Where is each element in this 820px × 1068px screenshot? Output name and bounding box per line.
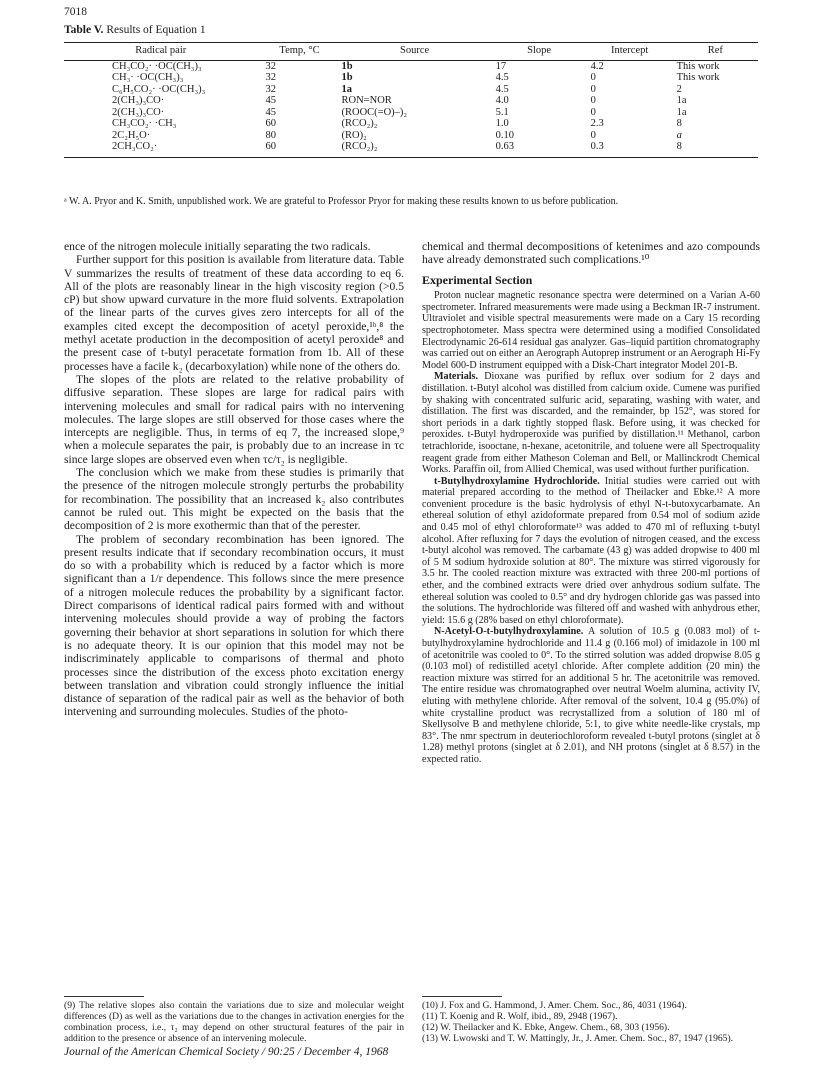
cell-temp: 45 <box>265 106 277 118</box>
table-row <box>64 72 758 84</box>
table-caption <box>64 24 206 36</box>
footnote-divider <box>64 996 144 997</box>
header-ref: Ref <box>673 43 758 61</box>
table-row <box>64 141 758 157</box>
table-row <box>64 84 758 96</box>
footnote: (13) W. Lwowski and T. W. Mattingly, Jr., J. Amer. Chem. Soc., 87, 1947 (1965). <box>422 1033 734 1044</box>
section-heading: Experimental Section <box>422 272 533 287</box>
body-paragraph: The problem of secondary recombination has been ignored. The present results indicate that if secondary recombination occurs, it must do so with a probability which is reduced by a factor which is more significant than a 1/r dependence. This follows since the mere presence of a nitrogen molecule reduces the probability by a significant factor. Direct comparisons of identical radical pairs formed with and without intervening molecules should provide a way of probing the factors governing their behavior at short separations in solution for which there is no adequate theory. It is our opinion that this model may not be indiscriminately applicable to comparisons of thermal and photo processes since the distribution of the excess photo excitation energy between translation and vibration could strongly influence the initial distance of separation of the radical pair as well as the behavior of both intervening and surrounding molecules. Studies of the photo- <box>64 532 404 719</box>
paragraph-text: Proton nuclear magnetic resonance spectra were determined on a Varian A-60 spectrometer. Infrared measurements were made using a Beckman IR-7 instrument. Ultraviolet and visible spectral measurements were made on a Cary 15 recording spectrophotometer. Mass spectra were determined using a modified Consolidated Electrodynamic 26-614 residual gas analyzer. Gas–liquid partition chromatography was carried out on either an Aerograph Autoprep instrument or an Aerograph Hi-Fy Model 600-D instrument equipped with a Disk-Chart integrator Model 201-B. <box>422 290 760 371</box>
table-row <box>64 130 758 142</box>
cell-radical-pair: CH₃· ·OC(CH₃)₃ <box>112 72 184 83</box>
cell-intercept: 0.3 <box>587 141 673 157</box>
cell-intercept: 4.2 <box>590 60 604 72</box>
footnotes-left <box>64 1000 404 1044</box>
table-title: Results of Equation 1 <box>106 24 206 36</box>
body-paragraph: ence of the nitrogen molecule initially separating the two radicals. <box>64 240 371 253</box>
table-header-row <box>64 43 758 61</box>
run-in-heading: t-Butylhydroxylamine Hydrochloride. <box>434 475 600 487</box>
cell-slope: 0.10 <box>495 129 515 141</box>
header-radical-pair: Radical pair <box>64 43 262 61</box>
body-paragraph: Further support for this position is available from literature data. Table V summarizes the results of treatment of these data according to eq 6. All of the plots are reasonably linear in the high viscosity region (>0.5 cP) but show upward curvature in the more fluid solvents. Extrapolation of the linear parts of the curves gives zero intercepts for all of the examples cited except the decomposition of acetyl peroxide,¹ᵇ,⁸ the methyl acetate production in the decomposition of acetyl peroxide⁸ and the present case of t-butyl peracetate formation from 1b. All of these processes have a facile k₂ (decarboxylation) while none of the others do. <box>64 253 404 373</box>
table-row <box>64 118 758 130</box>
cell-slope: 1.0 <box>495 118 509 129</box>
cell-radical-pair: 2(CH₃)₃CO· <box>112 106 165 118</box>
cell-intercept: 0 <box>590 83 596 95</box>
cell-temp: 60 <box>265 118 277 129</box>
footnote-divider <box>422 996 502 997</box>
right-column <box>422 240 760 766</box>
footnote: (12) W. Theilacker and K. Ebke, Angew. Chem., 68, 303 (1956). <box>422 1022 670 1033</box>
table-row <box>64 107 758 119</box>
header-source: Source <box>338 43 492 61</box>
cell-intercept: 0 <box>590 106 596 118</box>
cell-radical-pair: 2C₂H₅O· <box>112 129 151 141</box>
run-in-heading: N-Acetyl-O-t-butylhydroxylamine. <box>434 626 584 638</box>
cell-ref: 1a <box>676 106 687 118</box>
cell-radical-pair: 2CH₃CO₂· <box>64 141 262 157</box>
body-paragraph: The slopes of the plots are related to the relative probability of diffusive separation. These slopes are large for radical pairs with intervening molecules and small for radical pairs with no intervening molecules. The large slopes are still observed for those cases where the intercepts are negligible. Thus, in terms of eq 7, the increased slope,⁹ when a molecule separates the pair, is probably due to an increase in τc since large slopes are observed even when τc/τ₂ is negligible. <box>64 372 404 466</box>
experimental-paragraph <box>422 476 760 627</box>
left-column <box>64 240 404 719</box>
body-paragraph: chemical and thermal decompositions of ketenimes and azo compounds have already demonstrated such complications.¹⁰ <box>422 240 760 267</box>
cell-ref: 2 <box>676 83 682 95</box>
cell-source: 1b <box>341 72 353 83</box>
paragraph-text: Dioxane was purified by reflux over sodium for 2 days and distillation. t-Butyl alcohol was distilled from calcium oxide. Cumene was purified by shaking with concentrated sulfuric acid, separating, washing with water, and distillation. The first was discarded, and the remainder, bp 152°, was stored for short periods in a dark tightly stopped flask. Before using, it was checked for peroxides. t-Butyl hydroperoxide was purified by distillation.¹¹ Methanol, carbon tetrachloride, isooctane, n-hexane, acetonitrile, and toluene were all Spectroquality reagent grade from either Matheson Coleman and Bell, or Mallinckrodt Chemical Works. Paraffin oil, from Allied Chemical, was used without further purification. <box>422 371 760 476</box>
cell-slope: 4.5 <box>495 83 509 95</box>
footnote: (11) T. Koenig and R. Wolf, ibid., 89, 2948 (1967). <box>422 1011 618 1022</box>
cell-radical-pair: C₆H₅CO₂· ·OC(CH₃)₃ <box>112 83 206 95</box>
cell-slope: 17 <box>495 60 507 72</box>
table-label: Table V. <box>64 24 104 36</box>
run-in-heading: Materials. <box>434 371 479 383</box>
cell-intercept: 2.3 <box>590 118 604 129</box>
cell-source: 1b <box>341 60 353 72</box>
experimental-paragraph <box>422 626 760 765</box>
cell-intercept: 0 <box>590 129 596 141</box>
cell-source: (RCO₂)₂ <box>338 141 492 157</box>
cell-intercept: 0 <box>590 72 596 83</box>
cell-ref: 8 <box>673 141 758 157</box>
journal-footer: Journal of the American Chemical Society / 90:25 / December 4, 1968 <box>64 1046 389 1058</box>
experimental-paragraph <box>422 371 760 475</box>
cell-ref: This work <box>676 60 720 72</box>
cell-ref: 8 <box>676 118 682 129</box>
cell-temp: 32 <box>265 72 277 83</box>
page-number: 7018 <box>64 6 87 18</box>
cell-source: (RCO₂)₂ <box>341 118 378 129</box>
cell-source: (ROOC(=O)–)₂ <box>341 106 408 118</box>
header-temp: Temp, °C <box>262 43 338 61</box>
cell-intercept: 0 <box>590 95 596 106</box>
header-slope: Slope <box>492 43 587 61</box>
cell-source: RON=NOR <box>341 95 392 106</box>
cell-temp: 32 <box>265 83 277 95</box>
cell-source: (RO)₂ <box>341 129 367 141</box>
body-paragraph: The conclusion which we make from these studies is primarily that the presence of the nitrogen molecule strongly perturbs the probability for recombination. The possibility that an increased k₂ also contributes cannot be ruled out. This might be expected on the basis that the decomposition of 2 is more exothermic than that of the perester. <box>64 466 404 533</box>
cell-slope: 4.5 <box>495 72 509 83</box>
cell-ref: 1a <box>676 95 687 106</box>
cell-slope: 5.1 <box>495 106 509 118</box>
cell-radical-pair: CH₃CO₂· ·CH₃ <box>112 118 177 129</box>
footnote: (10) J. Fox and G. Hammond, J. Amer. Chem. Soc., 86, 4031 (1964). <box>422 1000 687 1011</box>
cell-temp: 60 <box>262 141 338 157</box>
cell-radical-pair: CH₃CO₂· ·OC(CH₃)₃ <box>112 60 202 72</box>
table-row <box>64 60 758 72</box>
paragraph-text: Initial studies were carried out with material prepared according to the method of Theilacker and Ebke.¹² A more convenient procedure is the basic hydrolysis of ethyl N-t-butoxycarbamate. An ethereal solution of ethyl azidoformate prepared from 0.54 mol of sodium azide and 0.45 mol of ethyl chloroformate¹³ was added to 470 ml of refluxing t-butyl alcohol. After refluxing for 7 days the evolution of nitrogen ceased, and the excess t-butyl alcohol was removed. The carbamate (43 g) was added dropwise to 400 ml of 5 M sodium hydroxide solution at 80°. The mixture was stirred vigorously for 3.5 hr. The cooled reaction mixture was extracted with three 200-ml portions of ether, and the combined extracts were dried over anhydrous sodium sulfate. The ethereal solution was cooled to 0.5° and dry hydrogen chloride gas was passed into the solutions. The hydrochloride was filtered off and washed with anhydrous ether, yield: 15.6 g (28% based on ethyl chloroformate). <box>422 475 760 626</box>
cell-ref: a <box>676 129 682 141</box>
footnote: (9) The relative slopes also contain the variations due to size and molecular weight differences (D) as well as the variations due to the changes in activation energies for the combination process, i.e., τ₂ may depend on other structural features of the pair in addition to the presence or absence of an intervening molecule. <box>64 1000 404 1044</box>
results-table <box>64 42 758 158</box>
table-row <box>64 95 758 107</box>
paragraph-text: A solution of 10.5 g (0.083 mol) of t-butylhydroxylamine hydrochloride and 11.4 g (0.166 mol) of imidazole in 100 ml of acetonitrile was cooled to 0°. To the stirred solution was added dropwise 8.05 g (0.103 mol) of redistilled acetyl chloride. After complete addition (20 min) the reaction mixture was stirred for an additional 5 hr. The acetonitrile was removed. The entire residue was chromatographed over neutral Woelm alumina, activity IV, eluting with methylene chloride. After removal of the solvent, 10.4 g (95.0%) of white crystalline product was recrystallized from a solution of 180 ml of Skellysolve B and methylene chloride, 5:1, to give white needle-like crystals, mp 83°. The nmr spectrum in deuteriochloroform revealed t-butyl protons (singlet at δ 1.28) methyl protons (singlet at δ 2.01), and NH protons (singlet at δ 8.57) in the expected ratio. <box>422 626 761 765</box>
cell-temp: 80 <box>265 129 277 141</box>
table-footnote: ᵃ W. A. Pryor and K. Smith, unpublished work. We are grateful to Professor Pryor for making these results known to us before publication. <box>64 196 619 207</box>
footnotes-right <box>422 1000 760 1044</box>
cell-radical-pair: 2(CH₃)₃CO· <box>112 95 165 106</box>
experimental-paragraph <box>422 290 760 371</box>
header-intercept: Intercept <box>587 43 673 61</box>
cell-source: 1a <box>341 83 353 95</box>
cell-temp: 32 <box>265 60 277 72</box>
cell-temp: 45 <box>265 95 277 106</box>
cell-slope: 4.0 <box>495 95 509 106</box>
cell-ref: This work <box>676 72 720 83</box>
cell-slope: 0.63 <box>492 141 587 157</box>
